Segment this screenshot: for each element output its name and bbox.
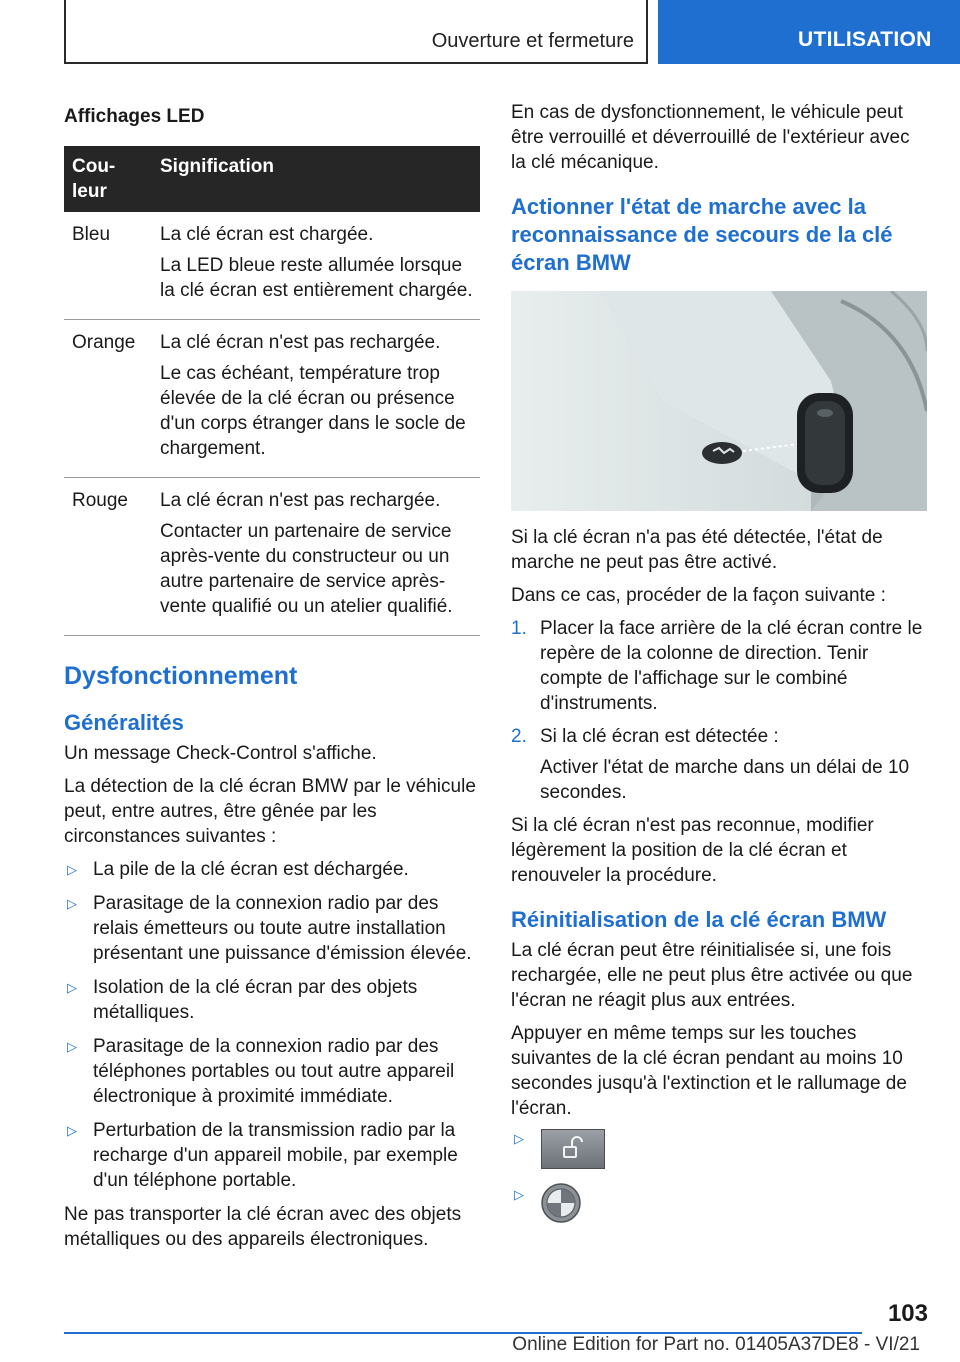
header-frame [64,0,648,64]
list-item-text: Parasitage de la connexion radio par des téléphones portables ou tout autre appareil électronique à proximité immédiate. [93,1036,455,1107]
section-title: Ouverture et fermeture [431,30,634,52]
paragraph: La clé écran peut être réinitialisée si, une fois rechargée, elle ne peut plus être activée ou que l'écran ne réagit plus aux entrées. [511,940,913,1011]
triangle-bullet-icon: ▷ [514,1131,524,1146]
paragraph: Dans ce cas, procéder de la façon suivante : [511,585,886,606]
table-title: Affichages LED [64,106,205,127]
row-line: La clé écran est chargée. [160,224,374,245]
button-item-bmw [511,1185,927,1235]
list-item-text: Parasitage de la connexion radio par des relais émetteurs ou toute autre installation présentant une puissance d'émission élevée. [93,893,472,964]
list-item-text: La pile de la clé écran est déchargée. [93,859,409,880]
led-table [64,146,480,636]
row-line: La clé écran n'est pas rechargée. [160,332,441,353]
list-item [64,1034,480,1109]
heading-emergency-detection: Actionner l'état de marche avec la reconnaissance de secours de la clé écran BMW [511,194,893,275]
row-line: Contacter un partenaire de service après-vente du constructeur ou un autre partenaire de service après-vente qualifié ou un atelier qualifié. [160,521,453,617]
heading-general: Généralités [64,710,184,735]
edition-note: Online Edition for Part no. 01405A37DE8 - VI/21 [512,1334,920,1355]
steering-column-illustration [511,291,927,511]
row-color: Rouge [64,478,152,636]
list-item [64,1118,480,1193]
step-number: 2. [511,726,527,747]
paragraph: Si la clé écran n'a pas été détectée, l'état de marche ne peut pas être activé. [511,527,883,573]
step-number: 1. [511,618,527,639]
table-header-color: Cou- leur [64,146,152,212]
left-column [64,100,480,1260]
table-row [64,478,480,636]
paragraph: La détection de la clé écran BMW par le véhicule peut, entre autres, être gênée par les circonstances suivantes : [64,776,476,847]
list-item-text: Perturbation de la transmission radio par la recharge d'un appareil mobile, par exemple d'un téléphone portable. [93,1120,458,1191]
heading-malfunction: Dysfonctionnement [64,662,298,690]
triangle-bullet-icon: ▷ [67,1039,77,1054]
paragraph: Un message Check-Control s'affiche. [64,743,377,764]
chapter-tab: UTILISATION [658,0,960,64]
heading-reset: Réinitialisation de la clé écran BMW [511,907,887,932]
triangle-bullet-icon: ▷ [514,1187,524,1202]
list-item [64,891,480,966]
list-item-text: Isolation de la clé écran par des objets métalliques. [93,977,418,1023]
button-item-unlock [511,1129,927,1179]
list-item [511,724,927,805]
paragraph: Ne pas transporter la clé écran avec des objets métalliques ou des appareils électroniques. [64,1204,462,1250]
triangle-bullet-icon: ▷ [67,980,77,995]
triangle-bullet-icon: ▷ [67,862,77,877]
row-meaning [152,478,480,636]
paragraph: En cas de dysfonctionnement, le véhicule peut être verrouillé et déverrouillé de l'extérieur avec la clé mécanique. [511,102,910,173]
table-row [64,320,480,478]
step-subtext: Activer l'état de marche dans un délai de 10 secondes. [540,757,910,803]
numbered-list [511,616,927,805]
list-item [64,857,480,882]
bmw-logo-button-icon [541,1183,581,1223]
step-text: Si la clé écran est détectée : [540,726,779,747]
row-meaning [152,212,480,320]
list-item [64,975,480,1025]
bullet-list [64,857,480,1193]
unlock-button-icon [541,1129,605,1169]
row-meaning [152,320,480,478]
row-line: La LED bleue reste allumée lorsque la clé écran est entièrement chargée. [160,255,473,301]
right-column [511,100,927,1241]
paragraph: Si la clé écran n'est pas reconnue, modifier légèrement la position de la clé écran et renouveler la procédure. [511,815,874,886]
triangle-bullet-icon: ▷ [67,1123,77,1138]
row-color: Orange [64,320,152,478]
row-line: La clé écran n'est pas rechargée. [160,490,441,511]
table-row [64,212,480,320]
page-number: 103 [887,1300,928,1327]
row-line: Le cas échéant, température trop élevée de la clé écran ou présence d'un corps étranger dans le socle de chargement. [160,363,466,459]
triangle-bullet-icon: ▷ [67,896,77,911]
paragraph: Appuyer en même temps sur les touches suivantes de la clé écran pendant au moins 10 secondes jusqu'à l'extinction et le rallumage de l'écran. [511,1023,907,1119]
row-color: Bleu [64,212,152,320]
step-text: Placer la face arrière de la clé écran contre le repère de la colonne de direction. Tenir compte de l'affichage sur le combiné d'instruments. [540,618,923,714]
list-item [511,616,927,716]
table-header-meaning: Signification [152,146,480,212]
